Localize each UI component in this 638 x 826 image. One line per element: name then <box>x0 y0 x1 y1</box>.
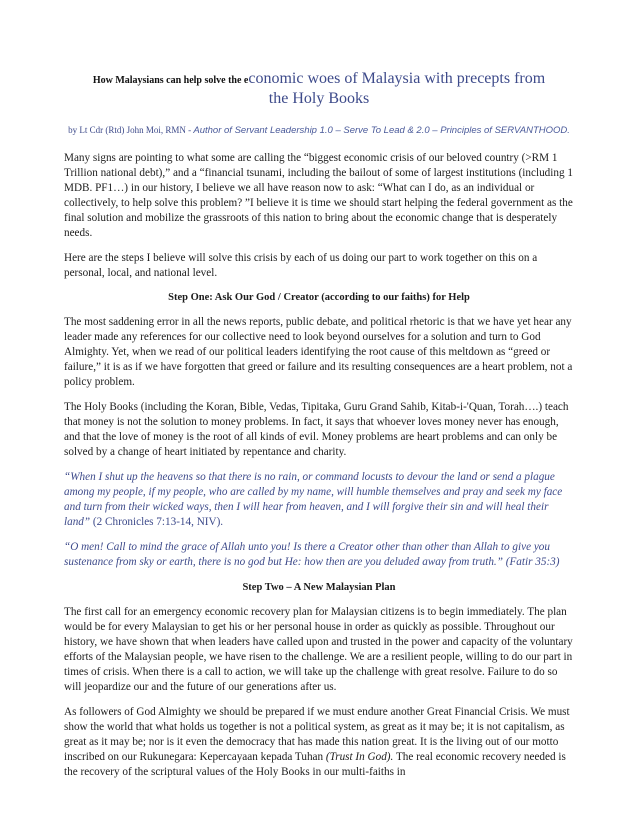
step-two-p2-italic: (Trust In God). <box>325 750 394 763</box>
step-two-p2-text-a: As followers of God Almighty we should be prepared if we must endure another Great Financial Crisis. We must show the world that what holds us together is not a political system, as great as it may be; it is not capitalism, as great as it may be; nor is it even the democracy that has made this nation great. It is the living out of our motto inscribed on our Rukunegara: Kepercayaan kepada Tuhan <box>64 705 570 763</box>
step-one-paragraph-1: The most saddening error in all the news reports, public debate, and political rhetoric is that we have yet hear any leader made any references for our collective need to look beyond ourselves for a solution and turn to God Almighty. Yet, when we read of our political leaders identifying the root cause of this meltdown as “greed or failure,” it is as if we have forgotten that greed or failure and its resulting consequences are a heart problem, not a policy problem. <box>64 315 573 388</box>
title-rest-text: conomic woes of Malaysia with precepts from <box>248 70 546 87</box>
step-two-heading: Step Two – A New Malaysian Plan <box>242 581 396 593</box>
quote-chronicles-reference: (2 Chronicles 7:13-14, NIV). <box>90 515 224 528</box>
article-title <box>64 70 574 109</box>
intro-paragraph: Many signs are pointing to what some are calling the “biggest economic crisis of our beloved country (>RM 1 Trillion national debt),” and a “financial tsunami, including the bailout of some of largest institutions (including 1 MDB. PF1…) in our history, I believe we all have reason now to ask: “What can I do, as an individual or collectively, to help solve this problem? ”I believe it is time we should start helping the federal government as the final solution and mobilize the grassroots of this nation to bring about the economic change that is desperately needs. <box>64 151 573 239</box>
step-two-p2-text-b: The real economic recovery needed is the recovery of the scriptural values of the Holy Books in our multi-faiths in <box>64 750 566 778</box>
author-byline <box>64 119 574 139</box>
steps-intro-paragraph: Here are the steps I believe will solve this crisis by each of us doing our part to work together on this on a personal, local, and national level. <box>64 251 538 279</box>
byline-books: Author of Servant Leadership 1.0 – Serve To Lead & 2.0 – Principles of SERVANTHOOD. <box>191 124 570 136</box>
title-lead-text: How Malaysians can help solve the e <box>92 75 249 86</box>
byline-author: by Lt Cdr (Rtd) John Moi, RMN - <box>68 124 192 135</box>
scripture-quote-chronicles <box>64 470 574 530</box>
step-two-paragraph-2 <box>64 705 574 780</box>
step-two-paragraph-1: The first call for an emergency economic recovery plan for Malaysian citizens is to begin immediately. The plan would be for every Malaysian to get his or her personal house in order as quickly as possible. Throughout our history, we have shown that when leaders have called upon and trusted in the power and capacity of the voluntary efforts of the Malaysian people, we have risen to the challenge. We are a resilient people, willing to do our part in times of crisis. When there is a call to action, we will take up the challenge with great resolve. Failure to do so will jeopardize our and the future of our generations after us. <box>64 605 573 693</box>
title-line-two: the Holy Books <box>268 90 370 108</box>
step-one-paragraph-2: The Holy Books (including the Koran, Bible, Vedas, Tipitaka, Guru Grand Sahib, Kitab-i-'Quan, Torah….) teach that money is not the solution to money problems. In fact, it says that whoever loves money never has enough, and that the love of money is the root of all kinds of evil. Money problems are heart problems and can only be solved by a change of heart initiated by repentance and charity. <box>64 400 569 458</box>
quote-chronicles-text: “When I shut up the heavens so that there is no rain, or command locusts to devour the land or send a plague among my people, if my people, who are called by my name, will humble themselves and pray and seek my face and turn from their wicked ways, then I will hear from heaven, and I will forgive their sin and will heal their land” <box>64 470 563 528</box>
step-one-heading: Step One: Ask Our God / Creator (according to our faiths) for Help <box>168 291 470 303</box>
scripture-quote-fatir: “O men! Call to mind the grace of Allah unto you! Is there a Creator other than other than Allah to give you sustenance from sky or earth, there is no god but He: how then are you deluded away from truth.” (Fatir 35:3) <box>64 540 560 568</box>
